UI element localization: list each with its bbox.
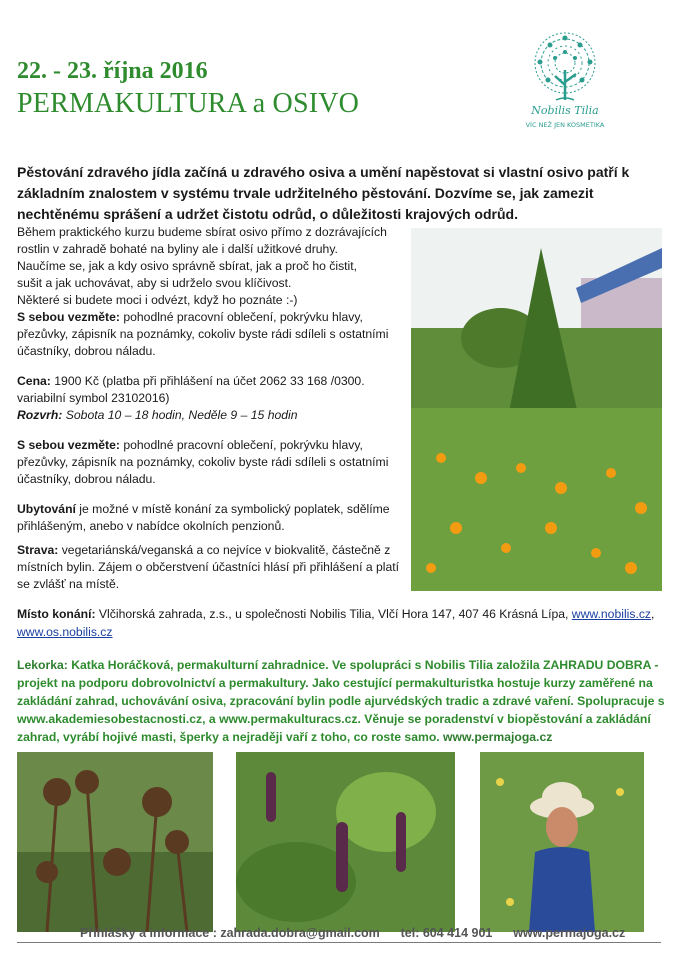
description-line: sušit a jak uchovávat, aby si udrželo svou klíčivost. <box>17 276 292 290</box>
footer-contact: Přihlášky a informace : zahrada.dobra@gmail.com tel: 604 414 901 www.permajoga.cz <box>80 926 626 940</box>
lodging-label: Ubytování <box>17 502 76 516</box>
bean-pods-photo <box>236 752 455 932</box>
lecturer-info <box>17 656 665 746</box>
lodging-text: je možné v místě konání za symbolický poplatek, sdělíme přihlášeným, anebo v nabídce okolních penzionů. <box>17 502 390 533</box>
bring-text: pohodlné pracovní oblečení, pokrývku hlavy, přezůvky, zápisník na poznámky, cokoliv byste rádi sdíleli s ostatními účastníky, dobrou náladu. <box>17 310 389 358</box>
lecturer-photo <box>480 752 644 932</box>
os-nobilis-link[interactable]: www.os.nobilis.cz <box>17 625 113 639</box>
footer-divider <box>17 942 661 943</box>
schedule <box>17 407 402 424</box>
lecturer-label: Lekorka: <box>17 658 68 672</box>
nobilis-tilia-logo <box>510 30 620 135</box>
lodging <box>17 501 402 535</box>
description-line: Během praktického kurzu budeme sbírat osivo přímo z dozrávajících <box>17 225 387 239</box>
garden-photo <box>411 228 662 591</box>
bring-items <box>17 309 402 360</box>
food-text: vegetariánská/veganská a co nejvíce v biokvalitě, částečně z místních bylin. Zájem o občerstvení účastníci hlásí při přihlášení a platí se zvlášť na místě. <box>17 543 400 591</box>
price <box>17 373 402 407</box>
food <box>17 542 402 593</box>
event-date: 22. - 23. října 2016 <box>17 58 208 84</box>
venue-text: Vlčihorská zahrada, z.s., u společnosti Nobilis Tilia, Vlčí Hora 147, 407 46 Krásná Lípa, <box>95 607 572 621</box>
course-details <box>17 224 402 593</box>
seed-heads-photo <box>17 752 213 932</box>
page-title: PERMAKULTURA a OSIVO <box>17 88 360 119</box>
lecturer-text: Katka Horáčková, permakulturní zahradnice. Ve spolupráci s Nobilis Tilia založila ZAHRADU DOBRA - projekt na podporu dobrovolnictví a permakultury. Jako cestující permakulturistka hostuje kurzy zaměřené na zakládání zahrad, uchovávání osiva, zpracování bylin podle ajurvédských tradic a zdravé vaření. Spolupracuje s www.akademiesobestacnosti.cz, a www.permakulturacs.cz. Věnuje se poradenství v biopěstování a zakládání zahrad, vyrábí hojivé masti, šperky a nejraději vaří z toho, co roste samo. <box>17 658 665 744</box>
bring-label: S sebou vezměte: <box>17 438 120 452</box>
bring-label: S sebou vezměte: <box>17 310 120 324</box>
price-label: Cena: <box>17 374 51 388</box>
nobilis-link[interactable]: www.nobilis.cz <box>571 607 652 621</box>
intro-paragraph: Pěstování zdravého jídla začíná u zdravého osiva a umění napěstovat si vlastní osivo patří k základním znalostem v systému trvale udržitelného pěstování. Dozvíme se, jak zamezit nechtěnému sprášení a udržet čistotu odrůd, o důležitosti krajových odrůd. <box>17 164 630 222</box>
description-line: Některé si budete moci i odvézt, když ho poznáte :-) <box>17 293 298 307</box>
venue-label: Místo konání: <box>17 607 96 621</box>
schedule-label: Rozvrh: <box>17 408 63 422</box>
description-line: rostlin v zahradě bohaté na byliny ale i další užitkové druhy. <box>17 242 338 256</box>
logo-name: Nobilis Tilia <box>531 104 599 117</box>
logo-tagline: VÍC NEŽ JEN KOSMETIKA <box>525 121 605 129</box>
permajoga-link[interactable]: www.permajoga.cz <box>443 730 553 744</box>
venue <box>17 605 667 641</box>
food-label: Strava: <box>17 543 59 557</box>
bring-text: pohodlné pracovní oblečení, pokrývku hlavy, přezůvky, zápisník na poznámky, cokoliv byste rádi sdíleli s ostatními účastníky, dobrou náladu. <box>17 438 389 486</box>
description-line: Naučíme se, jak a kdy osivo správně sbírat, jak a proč ho čistit, <box>17 259 358 273</box>
schedule-text: Sobota 10 – 18 hodin, Neděle 9 – 15 hodin <box>62 408 298 422</box>
bring-items <box>17 437 402 488</box>
link-separator: , <box>651 607 655 621</box>
price-text: 1900 Kč (platba při přihlášení na účet 2062 33 168 /0300. variabilní symbol 23102016) <box>17 374 365 405</box>
